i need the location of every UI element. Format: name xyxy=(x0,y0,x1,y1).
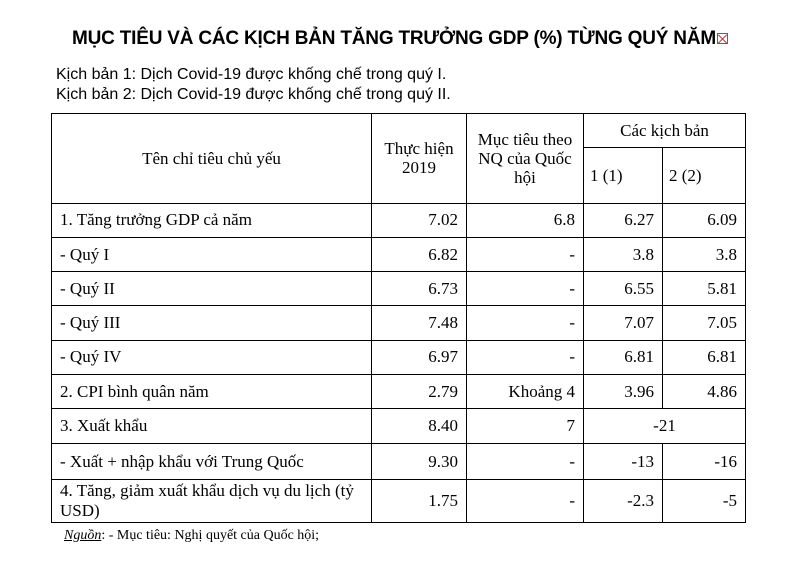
cell-actual-2019: 6.82 xyxy=(372,237,467,271)
source-note xyxy=(64,528,319,544)
cell-target: 7 xyxy=(467,409,584,444)
cell-target: - xyxy=(467,272,584,306)
table-row xyxy=(52,272,746,306)
title-text: MỤC TIÊU VÀ CÁC KỊCH BẢN TĂNG TRƯỞNG GDP (%) TỪNG QUÝ NĂM xyxy=(72,28,716,49)
cell-scenario-2: 4.86 xyxy=(663,374,746,408)
cell-scenario-2: 5.81 xyxy=(663,272,746,306)
cell-actual-2019: 9.30 xyxy=(372,444,467,479)
cell-indicator: 1. Tăng trưởng GDP cả năm xyxy=(52,203,372,237)
cell-scenario-2: 7.05 xyxy=(663,306,746,340)
table-row xyxy=(52,374,746,408)
cell-indicator: - Xuất + nhập khẩu với Trung Quốc xyxy=(52,444,372,479)
cell-actual-2019: 7.02 xyxy=(372,203,467,237)
cell-indicator: - Quý IV xyxy=(52,340,372,374)
cell-target: - xyxy=(467,340,584,374)
header-scenario-2: 2 (2) xyxy=(663,148,746,203)
scenario-2-note: Kịch bản 2: Dịch Covid-19 được khống chế trong quý II. xyxy=(56,86,451,103)
table-row xyxy=(52,203,746,237)
table-row xyxy=(52,479,746,522)
cell-scenario-1: 7.07 xyxy=(584,306,663,340)
cell-target: 6.8 xyxy=(467,203,584,237)
cell-indicator: - Quý I xyxy=(52,237,372,271)
cell-target: Khoảng 4 xyxy=(467,374,584,408)
cell-actual-2019: 7.48 xyxy=(372,306,467,340)
table-header-row xyxy=(52,114,746,148)
cell-actual-2019: 6.97 xyxy=(372,340,467,374)
table-row xyxy=(52,237,746,271)
cell-indicator: 4. Tăng, giảm xuất khẩu dịch vụ du lịch (tỷ USD) xyxy=(52,479,372,522)
cell-target: - xyxy=(467,306,584,340)
table-row xyxy=(52,409,746,444)
cell-actual-2019: 2.79 xyxy=(372,374,467,408)
gdp-scenario-table xyxy=(51,113,746,523)
cell-scenario-1: 6.81 xyxy=(584,340,663,374)
cell-scenario-1: 3.96 xyxy=(584,374,663,408)
table-row xyxy=(52,306,746,340)
cell-scenario-2: 6.81 xyxy=(663,340,746,374)
cell-indicator: 3. Xuất khẩu xyxy=(52,409,372,444)
scenario-1-note: Kịch bản 1: Dịch Covid-19 được khống chế trong quý I. xyxy=(56,66,447,83)
cell-indicator: - Quý II xyxy=(52,272,372,306)
broken-image-icon xyxy=(717,33,728,44)
cell-scenario-1: 6.27 xyxy=(584,203,663,237)
source-text: : - Mục tiêu: Nghị quyết của Quốc hội; xyxy=(101,528,320,543)
source-label: Nguồn xyxy=(64,528,102,543)
header-target: Mục tiêu theo NQ của Quốc hội xyxy=(467,114,584,204)
cell-scenario-2: -5 xyxy=(663,479,746,522)
cell-scenario-1: 3.8 xyxy=(584,237,663,271)
cell-target: - xyxy=(467,479,584,522)
cell-scenarios-merged: -21 xyxy=(584,409,746,444)
cell-scenario-2: -16 xyxy=(663,444,746,479)
cell-scenario-2: 3.8 xyxy=(663,237,746,271)
cell-actual-2019: 1.75 xyxy=(372,479,467,522)
cell-scenario-1: -13 xyxy=(584,444,663,479)
cell-target: - xyxy=(467,237,584,271)
cell-indicator: - Quý III xyxy=(52,306,372,340)
header-scenario-1: 1 (1) xyxy=(584,148,663,203)
table-row xyxy=(52,444,746,479)
cell-target: - xyxy=(467,444,584,479)
cell-actual-2019: 6.73 xyxy=(372,272,467,306)
header-actual-2019: Thực hiện 2019 xyxy=(372,114,467,204)
cell-scenario-1: 6.55 xyxy=(584,272,663,306)
header-indicator: Tên chỉ tiêu chủ yếu xyxy=(52,114,372,204)
header-scenarios: Các kịch bản xyxy=(584,114,746,148)
cell-scenario-2: 6.09 xyxy=(663,203,746,237)
page-title xyxy=(0,28,800,50)
cell-indicator: 2. CPI bình quân năm xyxy=(52,374,372,408)
cell-actual-2019: 8.40 xyxy=(372,409,467,444)
cell-scenario-1: -2.3 xyxy=(584,479,663,522)
table-row xyxy=(52,340,746,374)
